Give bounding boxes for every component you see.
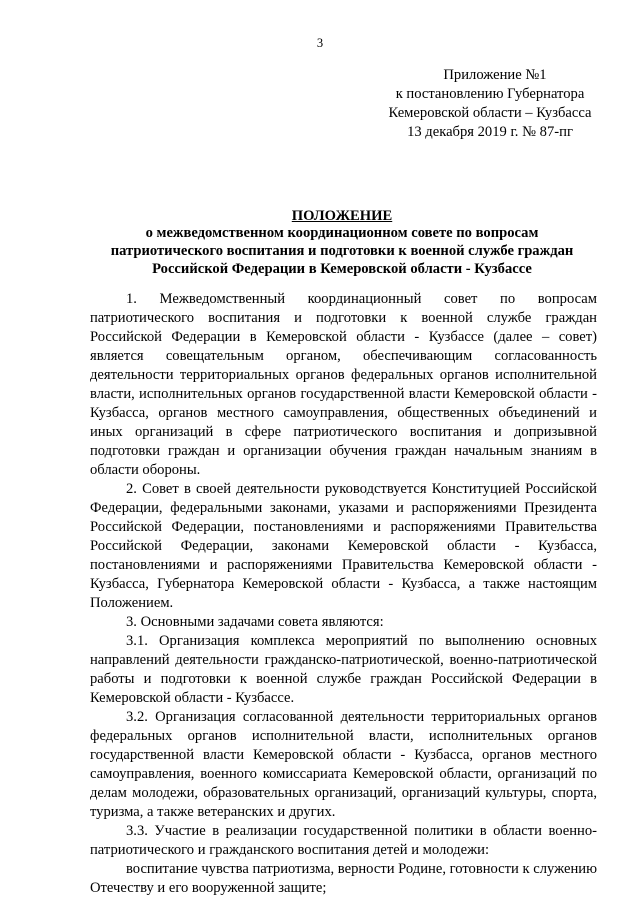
appendix-line-4: 13 декабря 2019 г. № 87-пг	[407, 124, 573, 140]
appendix-line-3: Кемеровской области – Кузбасса	[388, 105, 592, 121]
appendix-line-1: Приложение №1	[443, 67, 547, 83]
paragraph-3-2: 3.2. Организация согласованной деятельности территориальных органов федеральных органов исполнительной власти, исполнительных органов государственной власти Кемеровской области - Кузбасса, органов местного самоуправления, военного комиссариата Кемеровской области, организаций по делам молодежи, образовательных организаций, организаций культуры, спорта, туризма, а также ветеранских и других.	[90, 709, 597, 820]
subtitle-line-3: Российской Федерации в Кемеровской области - Кузбассе	[152, 261, 532, 277]
document-title: ПОЛОЖЕНИЕ	[291, 208, 393, 224]
paragraph-1: 1. Межведомственный координационный совет по вопросам патриотического воспитания и подготовки к военной службе граждан Российской Федерации в Кемеровской области - Кузбассе (далее – совет) является совещательным органом, обеспечивающим согласованность деятельности территориальных органов федеральных органов исполнительной власти, исполнительных органов государственной власти Кемеровской области - Кузбасса, органов местного самоуправления, общественных объединений и иных организаций в сфере патриотического воспитания и допризывной подготовки граждан и организации обучения граждан начальным знаниям в области обороны.	[90, 291, 597, 478]
subtitle-line-2: патриотического воспитания и подготовки к военной службе граждан	[110, 243, 574, 259]
subtitle-line-1: о межведомственном координационном совете по вопросам	[145, 225, 539, 241]
appendix-line-2: к постановлению Губернатора	[395, 86, 585, 102]
paragraph-3-3: 3.3. Участие в реализации государственной политики в области военно-патриотического и гражданского воспитания детей и молодежи:	[90, 823, 597, 858]
paragraph-3-1: 3.1. Организация комплекса мероприятий по выполнению основных направлений деятельности гражданско-патриотической, военно-патриотической работы и подготовки к военной службе граждан Российской Федерации в Кемеровской области - Кузбассе.	[90, 633, 597, 706]
paragraph-3: 3. Основными задачами совета являются:	[126, 614, 384, 630]
document-body	[90, 290, 597, 898]
document-subtitle	[92, 224, 592, 278]
appendix-block	[380, 66, 600, 142]
paragraph-2: 2. Совет в своей деятельности руководствуется Конституцией Российской Федерации, федеральными законами, указами и распоряжениями Президента Российской Федерации, постановлениями и распоряжениями Правительства Российской Федерации, законами Кемеровской области - Кузбасса, постановлениями и распоряжениями Правительства Кемеровской области - Кузбасса, Губернатора Кемеровской области - Кузбасса, а также настоящим Положением.	[90, 481, 597, 611]
paragraph-3-3-item: воспитание чувства патриотизма, верности Родине, готовности к служению Отечеству и его вооруженной защите;	[90, 861, 597, 896]
page-number: 3	[316, 36, 324, 50]
